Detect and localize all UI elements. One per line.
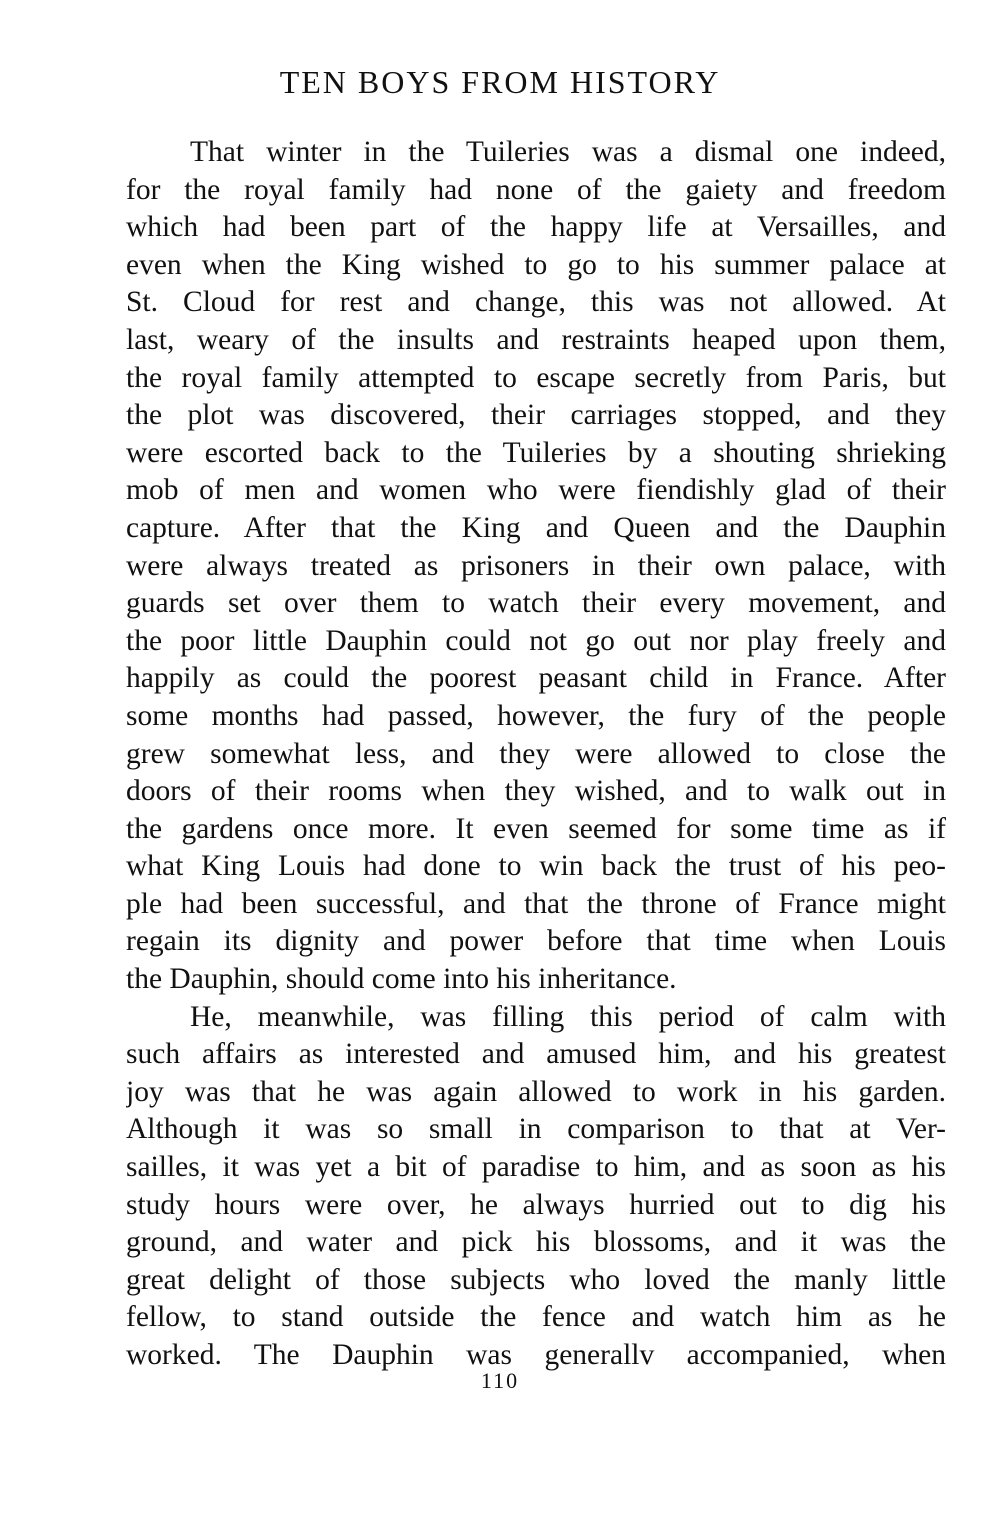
text-line: fellow, to stand outside the fence and watch him as he xyxy=(126,1301,946,1334)
text-line: guards set over them to watch their every movement, and xyxy=(126,587,946,620)
text-line: were always treated as prisoners in their own palace, with xyxy=(126,549,946,582)
text-line: such affairs as interested and amused him, and his greatest xyxy=(126,1038,946,1071)
text-line: some months had passed, however, the fury of the people xyxy=(126,699,946,732)
text-line: grew somewhat less, and they were allowed to close the xyxy=(126,737,946,770)
text-line: happily as could the poorest peasant child in France. After xyxy=(126,662,946,695)
text-line: Although it was so small in comparison to that at Ver- xyxy=(126,1113,946,1146)
text-line: regain its dignity and power before that time when Louis xyxy=(126,925,946,958)
text-line: mob of men and women who were fiendishly glad of their xyxy=(126,474,946,507)
text-line: what King Louis had done to win back the trust of his peo- xyxy=(126,850,946,883)
text-line: capture. After that the King and Queen and the Dauphin xyxy=(126,511,946,544)
paragraph-2 xyxy=(126,999,946,1375)
text-line: which had been part of the happy life at Versailles, and xyxy=(126,211,946,244)
text-line: even when the King wished to go to his summer palace at xyxy=(126,248,946,281)
text-line: ground, and water and pick his blossoms, and it was the xyxy=(126,1226,946,1259)
text-line: the gardens once more. It even seemed for some time as if xyxy=(126,812,946,845)
text-line: study hours were over, he always hurried out to dig his xyxy=(126,1188,946,1221)
text-line: for the royal family had none of the gaiety and freedom xyxy=(126,173,946,206)
page-number: 110 xyxy=(480,1368,520,1393)
text-line: great delight of those subjects who loved the manly little xyxy=(126,1263,946,1296)
text-line: the royal family attempted to escape secretly from Paris, but xyxy=(126,361,946,394)
text-line: the Dauphin, should come into his inheritance. xyxy=(126,963,677,996)
text-line: St. Cloud for rest and change, this was not allowed. At xyxy=(126,286,946,319)
text-line: the plot was discovered, their carriages stopped, and they xyxy=(126,399,946,432)
running-head: TEN BOYS FROM HISTORY xyxy=(279,64,721,100)
text-line: worked. The Dauphin was generallv accompanied, when xyxy=(126,1339,946,1371)
text-line: doors of their rooms when they wished, and to walk out in xyxy=(126,775,946,808)
text-line: last, weary of the insults and restraints heaped upon them, xyxy=(126,323,946,356)
text-line: the poor little Dauphin could not go out nor play freely and xyxy=(126,624,946,657)
paragraph-1 xyxy=(126,134,946,999)
text-line: ple had been successful, and that the throne of France might xyxy=(126,887,946,920)
text-line: joy was that he was again allowed to work in his garden. xyxy=(126,1075,946,1108)
body-text xyxy=(126,134,946,1375)
text-line: sailles, it was yet a bit of paradise to him, and as soon as his xyxy=(126,1151,946,1184)
text-line: He, meanwhile, was filling this period of calm with xyxy=(190,1000,946,1033)
text-line: That winter in the Tuileries was a dismal one indeed, xyxy=(190,136,946,168)
text-line: were escorted back to the Tuileries by a shouting shrieking xyxy=(126,436,946,469)
